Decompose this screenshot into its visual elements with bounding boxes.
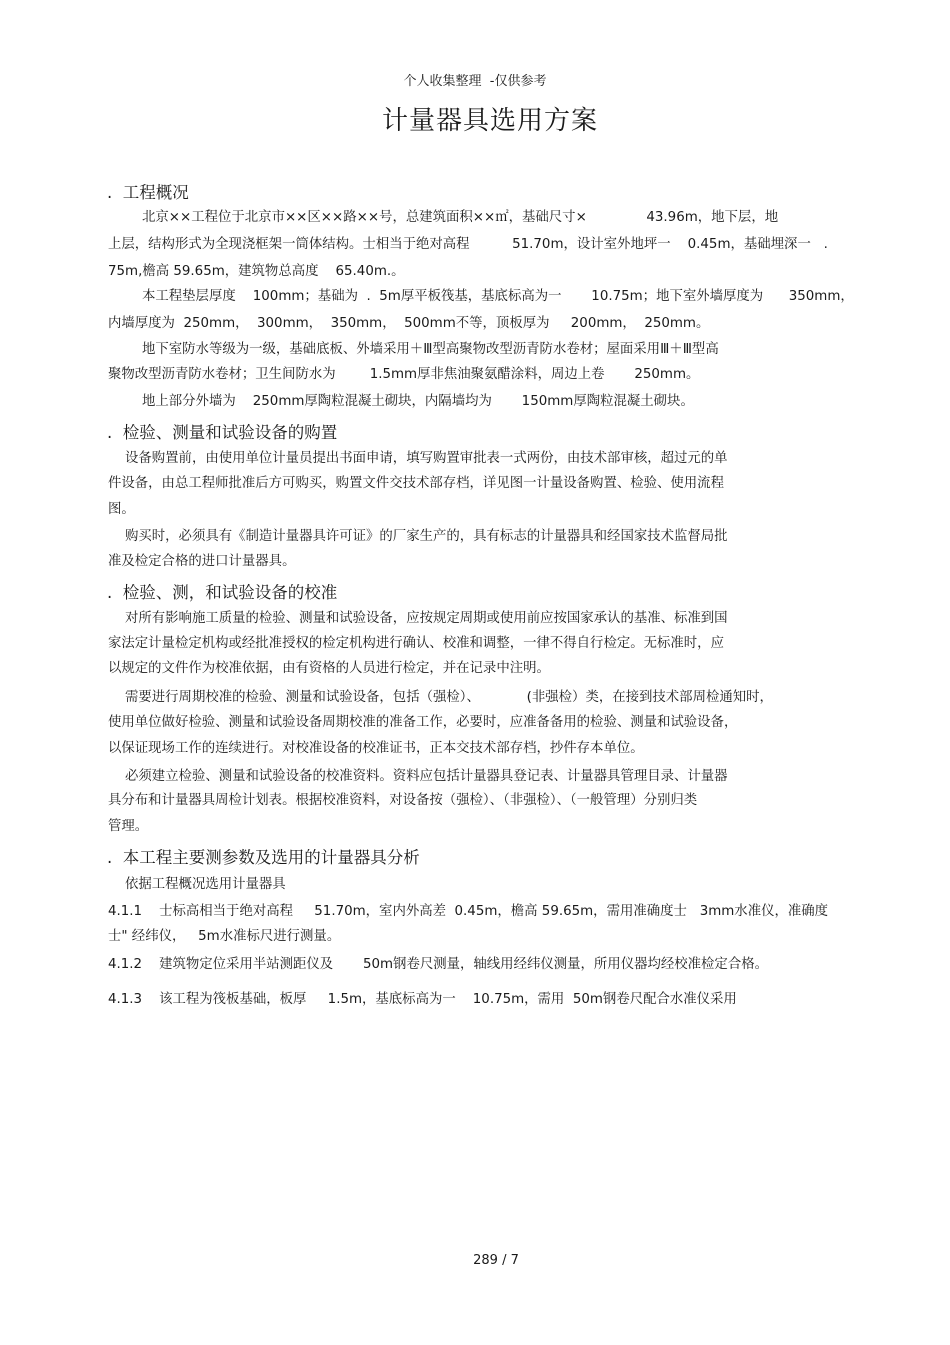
paragraph-line: 必须建立检验、测量和试验设备的校准资料。资料应包括计量器具登记表、计量器具管理目录、计量器 xyxy=(125,769,728,784)
section-heading: . 工程概况 xyxy=(107,183,189,202)
paragraph-line: 图。 xyxy=(108,502,135,517)
paragraph-line: 以规定的文件作为校准依据，由有资格的人员进行检定，并在记录中注明。 xyxy=(108,661,550,676)
section-heading: . 本工程主要测参数及选用的计量器具分析 xyxy=(107,848,420,867)
paragraph-line: 需要进行周期校准的检验、测量和试验设备，包括（强检）、 (非强检）类，在接到技术部周检通知时， xyxy=(125,690,773,705)
paragraph-line: 本工程垫层厚度 100mm；基础为 . 5m厚平板筏基，基底标高为一 10.75m；地下室外墙厚度为 350mm， xyxy=(142,289,854,304)
paragraph-line: 对所有影响施工质量的检验、测量和试验设备，应按规定周期或使用前应按国家承认的基准、标准到国 xyxy=(125,611,728,626)
paragraph-line: 家法定计量检定机构或经批准授权的检定机构进行确认、校准和调整，一律不得自行检定。无标准时，应 xyxy=(108,636,724,651)
paragraph-line: 准及检定合格的进口计量器具。 xyxy=(108,554,296,569)
paragraph-line: 件设备，由总工程师批准后方可购买，购置文件交技术部存档，详见图一计量设备购置、检验、使用流程 xyxy=(108,476,724,491)
paragraph-line: 士" 经纬仪， 5m水准标尺进行测量。 xyxy=(108,929,341,944)
document-title: 计量器具选用方案 xyxy=(381,106,598,136)
paragraph-line: 4.1.3 该工程为筏板基础，板厚 1.5m，基底标高为一 10.75m，需用 50m钢卷尺配合水准仪采用 xyxy=(108,992,737,1007)
section-heading: . 检验、测量和试验设备的购置 xyxy=(107,423,338,442)
paragraph-line: 4.1.1 士标高相当于绝对高程 51.70m，室内外高差 0.45m，檐高 59.65m，需用准确度士 3mm水准仪，准确度 xyxy=(108,904,829,919)
paragraph-line: 购买时，必须具有《制造计量器具许可证》的厂家生产的，具有标志的计量器具和经国家技术监督局批 xyxy=(125,529,728,544)
page-header: 个人收集整理 -仅供参考 xyxy=(403,74,547,89)
paragraph-line: 管理。 xyxy=(108,819,149,834)
paragraph-line: 聚物改型沥青防水卷材；卫生间防水为 1.5mm厚非焦油聚氨醋涂料，周边上卷 250mm。 xyxy=(108,367,700,382)
paragraph-line: 地上部分外墙为 250mm厚陶粒混凝土砌块，内隔墙均为 150mm厚陶粒混凝土砌块。 xyxy=(142,394,694,409)
paragraph-line: 上层，结构形式为全现浇框架一筒体结构。士相当于绝对高程 51.70m，设计室外地坪一 0.45m，基础埋深一 . xyxy=(108,237,828,252)
paragraph-line: 使用单位做好检验、测量和试验设备周期校准的准备工作，必要时，应准备备用的检验、测量和试验设备， xyxy=(108,715,738,730)
paragraph-line: 北京××工程位于北京市××区××路××号，总建筑面积××㎡，基础尺寸× 43.96m，地下层，地 xyxy=(142,210,779,225)
paragraph-line: 具分布和计量器具周检计划表。根据校准资料，对设备按（强检）、（非强检）、（一般管理）分别归类 xyxy=(108,793,698,808)
paragraph-line: 内墙厚度为 250mm， 300mm， 350mm， 500mm不等，顶板厚为 200mm， 250mm。 xyxy=(108,316,710,331)
section-heading: . 检验、测，和试验设备的校准 xyxy=(107,583,338,602)
paragraph-line: 75m,檐高 59.65m，建筑物总高度 65.40m.。 xyxy=(108,264,405,279)
page-number: 289 / 7 xyxy=(473,1253,519,1268)
paragraph-line: 地下室防水等级为一级，基础底板、外墙采用＋Ⅲ型高聚物改型沥青防水卷材；屋面采用Ⅲ＋Ⅲ型高 xyxy=(142,342,719,357)
paragraph-line: 4.1.2 建筑物定位采用半站测距仪及 50m钢卷尺测量，轴线用经纬仪测量，所用仪器均经校准检定合格。 xyxy=(108,957,768,972)
paragraph-line: 设备购置前，由使用单位计量员提出书面申请，填写购置审批表一式两份，由技术部审核，超过元的单 xyxy=(125,451,728,466)
paragraph-line: 依据工程概况选用计量器具 xyxy=(125,877,286,892)
paragraph-line: 以保证现场工作的连续进行。对校准设备的校准证书，正本交技术部存档，抄件存本单位。 xyxy=(108,741,644,756)
